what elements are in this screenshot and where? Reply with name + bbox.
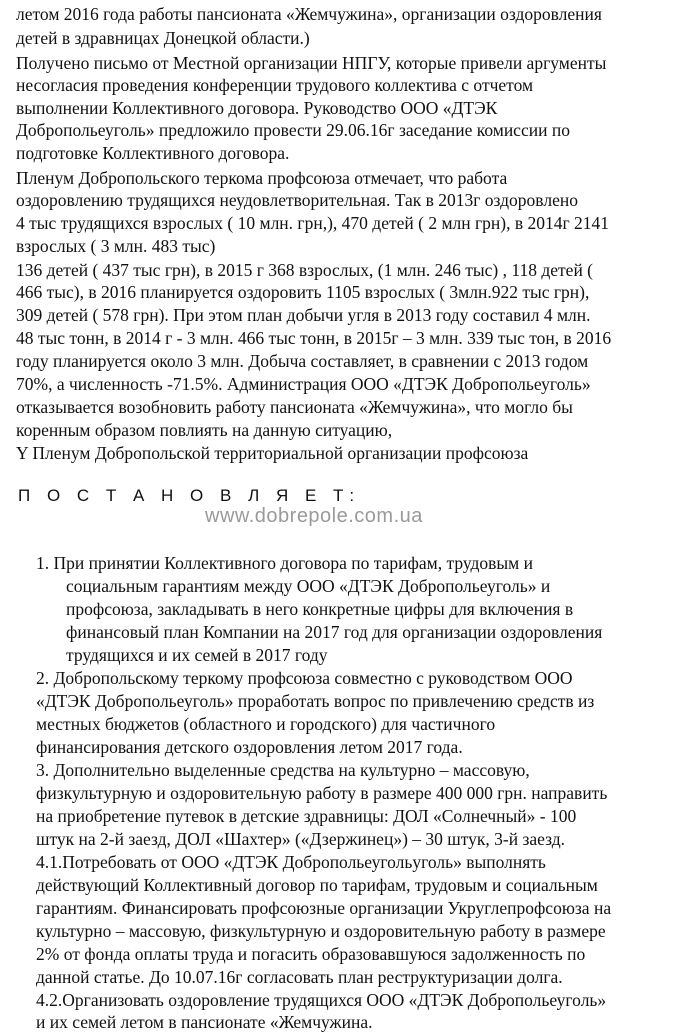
resolution-line: 4.2.Организовать оздоровление трудящихся ООО «ДТЭК Добропольеуголь» bbox=[36, 990, 607, 1010]
intro-line: 70%, а численность -71.5%. Администрация ООО «ДТЭК Добропольеуголь» bbox=[16, 374, 591, 394]
resolution-line: финансовый план Компании на 2017 год для организации оздоровления bbox=[66, 622, 603, 642]
resolution-line: 4.1.Потребовать от ООО «ДТЭК Добропольеугольуголь» выполнять bbox=[36, 852, 546, 872]
intro-line: детей в здравницах Донецкой области.) bbox=[16, 28, 310, 48]
intro-line: 4 тыс трудящихся взрослых ( 10 млн. грн,), 470 детей ( 2 млн грн), в 2014г 2141 bbox=[16, 213, 610, 233]
intro-line: подготовке Коллективного договора. bbox=[16, 143, 290, 163]
intro-line: летом 2016 года работы пансионата «Жемчужина», организации оздоровления bbox=[16, 4, 602, 24]
resolution-line: 2% от фонда оплаты труда и погасить образовавшуюся задолженность по bbox=[36, 944, 586, 964]
resolution-line: 1. При принятии Коллективного договора по тарифам, трудовым и bbox=[36, 553, 533, 573]
resolution-line: 2. Добропольскому теркому профсоюза совместно с руководством ООО bbox=[36, 668, 573, 688]
intro-line: Y Пленум Добропольской территориальной организации профсоюза bbox=[16, 443, 529, 463]
resolution-line: «ДТЭК Добропольеуголь» проработать вопрос по привлечению средств из bbox=[36, 691, 595, 711]
resolution-line: социальным гарантиям между ООО «ДТЭК Добропольеуголь» и bbox=[66, 576, 551, 596]
resolution-line: финансирования детского оздоровления летом 2017 года. bbox=[36, 737, 463, 757]
resolution-line: на приобретение путевок в детские здравницы: ДОЛ «Солнечный» - 100 bbox=[36, 806, 577, 826]
resolution-line: трудящихся и их семей в 2017 году bbox=[66, 645, 328, 665]
intro-line: коренным образом повлиять на данную ситуацию, bbox=[16, 420, 393, 440]
intro-line: взрослых ( 3 млн. 483 тыс) bbox=[16, 236, 216, 256]
resolution-line: местных бюджетов (областного и городского) для частичного bbox=[36, 714, 496, 734]
resolution-line: действующий Коллективный договор по тарифам, трудовым и социальным bbox=[36, 875, 598, 895]
resolution-heading: П О С Т А Н О В Л Я Е Т: bbox=[18, 486, 361, 505]
intro-line: выполнении Коллективного договора. Руководство ООО «ДТЭК bbox=[16, 98, 498, 118]
intro-line: оздоровлению трудящихся неудовлетворительная. Так в 2013г оздоровлено bbox=[16, 190, 578, 210]
resolution-line: штук на 2-й заезд, ДОЛ «Шахтер» («Дзержинец») – 30 штук, 3-й заезд. bbox=[36, 829, 566, 849]
intro-line: Получено письмо от Местной организации НПГУ, которые привели аргументы bbox=[16, 53, 607, 73]
intro-line: 309 детей ( 578 грн). При этом план добычи угля в 2013 году составил 4 млн. bbox=[16, 305, 591, 325]
resolution-line: физкультурную и оздоровительную работу в размере 400 000 грн. направить bbox=[36, 783, 608, 803]
intro-line: Пленум Добропольского теркома профсоюза отмечает, что работа bbox=[16, 168, 508, 188]
intro-line: Добропольеуголь» предложило провести 29.06.16г заседание комиссии по bbox=[16, 120, 570, 140]
resolution-line: гарантиям. Финансировать профсоюзные организации Укруглепрофсоюза на bbox=[36, 898, 612, 918]
intro-line: 48 тыс тонн, в 2014 г - 3 млн. 466 тыс тонн, в 2015г – 3 млн. 339 тыс тон, в 2016 bbox=[16, 328, 612, 348]
resolution-line: культурно – массовую, физкультурную и оздоровительную работу в размере bbox=[36, 921, 606, 941]
intro-line: 136 детей ( 437 тыс грн), в 2015 г 368 взрослых, (1 млн. 246 тыс) , 118 детей ( bbox=[16, 260, 594, 280]
resolution-line: данной статье. До 10.07.16г согласовать план реструктуризации долга. bbox=[36, 967, 563, 987]
intro-line: отказывается возобновить работу пансионата «Жемчужина», что могло бы bbox=[16, 397, 573, 417]
resolution-line: профсоюза, закладывать в него конкретные цифры для включения в bbox=[66, 599, 574, 619]
intro-line: году планируется около 3 млн. Добыча составляет, в сравнении с 2013 годом bbox=[16, 351, 589, 371]
intro-line: несогласия проведения конференции трудового коллектива с отчетом bbox=[16, 75, 534, 95]
resolution-line: и их семей летом в пансионате «Жемчужина. bbox=[36, 1012, 373, 1032]
site-watermark: www.dobrepole.com.ua bbox=[205, 505, 423, 527]
resolution-line: 3. Дополнительно выделенные средства на культурно – массовую, bbox=[36, 760, 530, 780]
intro-line: 466 тыс), в 2016 планируется оздоровить 1105 взрослых ( 3млн.922 тыс грн), bbox=[16, 282, 590, 302]
